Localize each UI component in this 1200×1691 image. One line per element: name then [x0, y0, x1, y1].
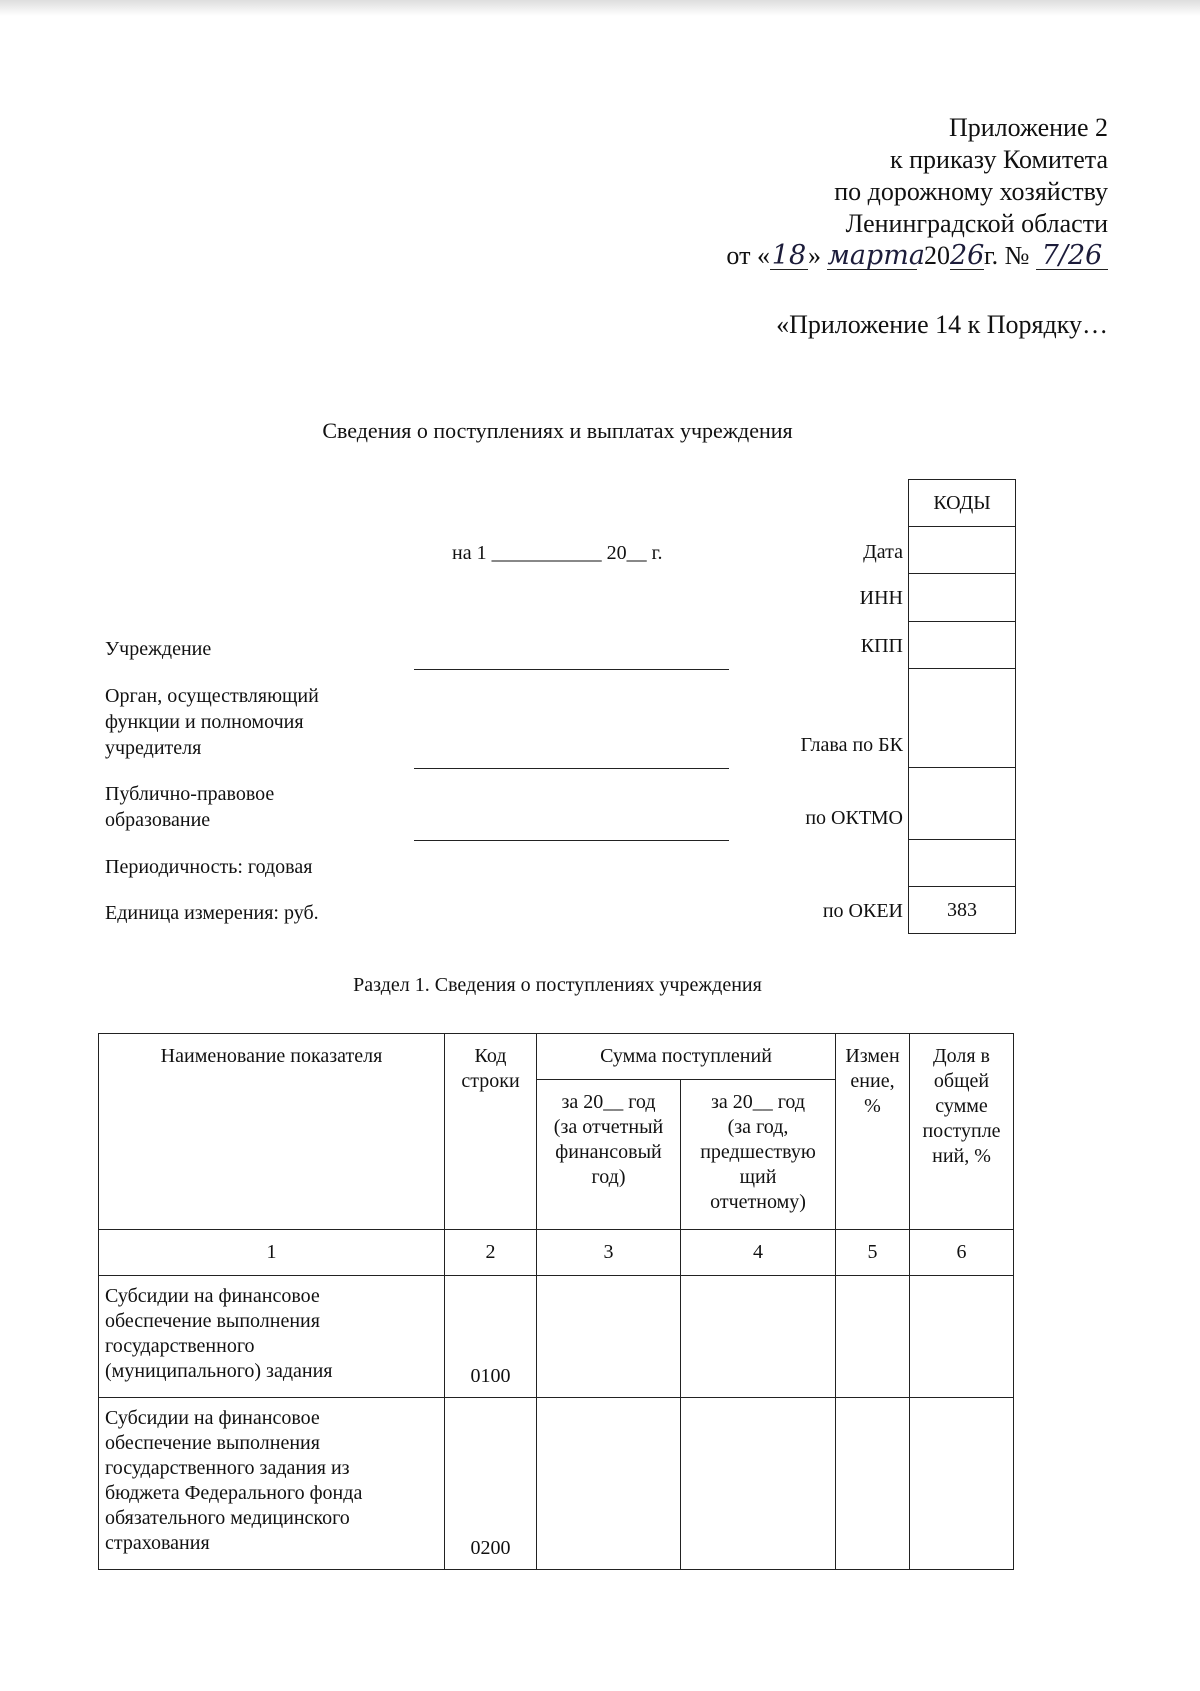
header-line-2: к приказу Комитета — [889, 145, 1108, 174]
year-suffix-handwritten: 26 — [949, 240, 985, 271]
scan-edge — [0, 0, 1200, 16]
col-header-code — [445, 1034, 537, 1230]
codes-header: КОДЫ — [909, 480, 1016, 527]
row-2-code: 0200 — [445, 1398, 537, 1570]
code-label-kpp: КПП — [860, 635, 903, 657]
number-label: г. № — [983, 241, 1030, 270]
row-2-line-6: страхования — [105, 1532, 210, 1554]
row-1-sum-previous[interactable] — [681, 1276, 836, 1398]
col-header-share — [910, 1034, 1014, 1230]
founder-line-1: Орган, осуществляющий — [105, 685, 319, 707]
code-cell-periodicity[interactable] — [909, 840, 1016, 887]
header-line-3: по дорожному хозяйству — [834, 177, 1108, 206]
col-number-1: 1 — [99, 1230, 445, 1276]
label-unit: Единица измерения: руб. — [105, 902, 319, 924]
col-number-6: 6 — [910, 1230, 1014, 1276]
code-label-okei: по ОКЕИ — [822, 900, 903, 922]
label-founder — [105, 683, 319, 761]
col-number-4: 4 — [681, 1230, 836, 1276]
label-institution: Учреждение — [105, 638, 212, 660]
approval-header — [548, 112, 1108, 272]
order-date-line — [548, 240, 1108, 272]
row-2-share[interactable] — [910, 1398, 1014, 1570]
col-share-line-1: Доля в — [932, 1045, 990, 1067]
code-cell-oktmo[interactable] — [909, 768, 1016, 840]
page-title: Сведения о поступлениях и выплатах учреждения — [322, 418, 793, 443]
code-cell-okei: 383 — [909, 887, 1016, 934]
code-cell-chapter[interactable] — [909, 669, 1016, 768]
col-sum-b-line-4: щий — [739, 1166, 777, 1188]
row-2-line-4: бюджета Федерального фонда — [105, 1482, 363, 1504]
row-1-line-2: обеспечение выполнения — [105, 1310, 320, 1332]
public-line-2: образование — [105, 809, 211, 831]
row-2-line-5: обязательного медицинского — [105, 1507, 350, 1529]
col-header-sum: Сумма поступлений — [537, 1034, 836, 1080]
date-day-handwritten: 18 — [771, 240, 807, 271]
col-number-3: 3 — [537, 1230, 681, 1276]
code-label-oktmo: по ОКТМО — [805, 807, 903, 829]
col-sum-b-line-2: (за год, — [727, 1116, 789, 1138]
year-prefix: 20 — [923, 241, 950, 270]
sub-reference: «Приложение 14 к Порядку… — [776, 310, 1108, 339]
public-entity-underline — [414, 840, 729, 841]
row-2-line-1: Субсидии на финансовое — [105, 1407, 320, 1429]
col-sum-a-line-4: год) — [591, 1166, 626, 1188]
section-title: Раздел 1. Сведения о поступлениях учреждения — [353, 974, 762, 996]
col-header-sum-previous — [681, 1080, 836, 1230]
founder-line-3: учредителя — [105, 737, 202, 759]
col-change-line-1: Измен — [845, 1045, 900, 1067]
row-2-sum-current[interactable] — [537, 1398, 681, 1570]
col-sum-b-line-5: отчетному) — [710, 1191, 806, 1213]
col-code-line-2: строки — [461, 1070, 520, 1092]
code-label-chapter: Глава по БК — [800, 734, 903, 756]
col-number-2: 2 — [445, 1230, 537, 1276]
institution-underline — [414, 669, 729, 670]
col-share-line-3: сумме — [935, 1095, 988, 1117]
date-mid: » — [807, 241, 821, 270]
row-2-line-2: обеспечение выполнения — [105, 1432, 320, 1454]
founder-line-2: функции и полномочия — [105, 711, 304, 733]
header-line-1: Приложение 2 — [948, 113, 1108, 142]
col-change-line-3: % — [864, 1095, 881, 1117]
col-header-sum-current — [537, 1080, 681, 1230]
col-sum-a-line-3: финансовый — [555, 1141, 662, 1163]
code-label-date: Дата — [863, 541, 903, 563]
col-share-line-4: поступле — [922, 1120, 1001, 1142]
row-1-code: 0100 — [445, 1276, 537, 1398]
col-sum-a-line-1: за 20__ год — [561, 1091, 656, 1113]
row-2-change[interactable] — [836, 1398, 910, 1570]
codes-box — [908, 479, 1016, 934]
col-sum-a-line-2: (за отчетный — [553, 1116, 664, 1138]
date-month-handwritten: марта — [827, 240, 925, 271]
col-sum-b-line-3: предшествую — [700, 1141, 816, 1163]
label-public-entity — [105, 781, 274, 833]
table-row — [99, 1276, 1014, 1398]
row-1-share[interactable] — [910, 1276, 1014, 1398]
code-cell-date[interactable] — [909, 527, 1016, 574]
row-1-name — [99, 1276, 445, 1398]
col-header-name: Наименование показателя — [99, 1034, 445, 1230]
public-line-1: Публично-правовое — [105, 783, 275, 805]
col-number-5: 5 — [836, 1230, 910, 1276]
date-prefix: от « — [726, 241, 770, 270]
table-row — [99, 1398, 1014, 1570]
col-share-line-5: ний, % — [932, 1145, 991, 1167]
col-header-change — [836, 1034, 910, 1230]
header-line-4: Ленинградской области — [845, 209, 1108, 238]
row-2-line-3: государственного задания из — [105, 1457, 350, 1479]
receipts-table — [98, 1033, 1014, 1570]
col-sum-b-line-1: за 20__ год — [710, 1091, 806, 1113]
row-1-line-3: государственного — [105, 1335, 255, 1357]
label-periodicity: Периодичность: годовая — [105, 856, 313, 878]
row-1-line-4: (муниципального) задания — [105, 1360, 333, 1382]
report-date-line: на 1 ___________ 20__ г. — [452, 542, 663, 564]
col-share-line-2: общей — [933, 1070, 990, 1092]
row-2-sum-previous[interactable] — [681, 1398, 836, 1570]
founder-underline — [414, 768, 729, 769]
col-change-line-2: ение, — [850, 1070, 895, 1092]
row-2-name — [99, 1398, 445, 1570]
row-1-line-1: Субсидии на финансовое — [105, 1285, 320, 1307]
row-1-change[interactable] — [836, 1276, 910, 1398]
code-label-inn: ИНН — [859, 587, 903, 609]
code-cell-inn[interactable] — [909, 574, 1016, 622]
row-1-sum-current[interactable] — [537, 1276, 681, 1398]
code-cell-kpp[interactable] — [909, 622, 1016, 669]
col-code-line-1: Код — [474, 1045, 507, 1067]
order-number-handwritten: 7/26 — [1036, 243, 1108, 270]
